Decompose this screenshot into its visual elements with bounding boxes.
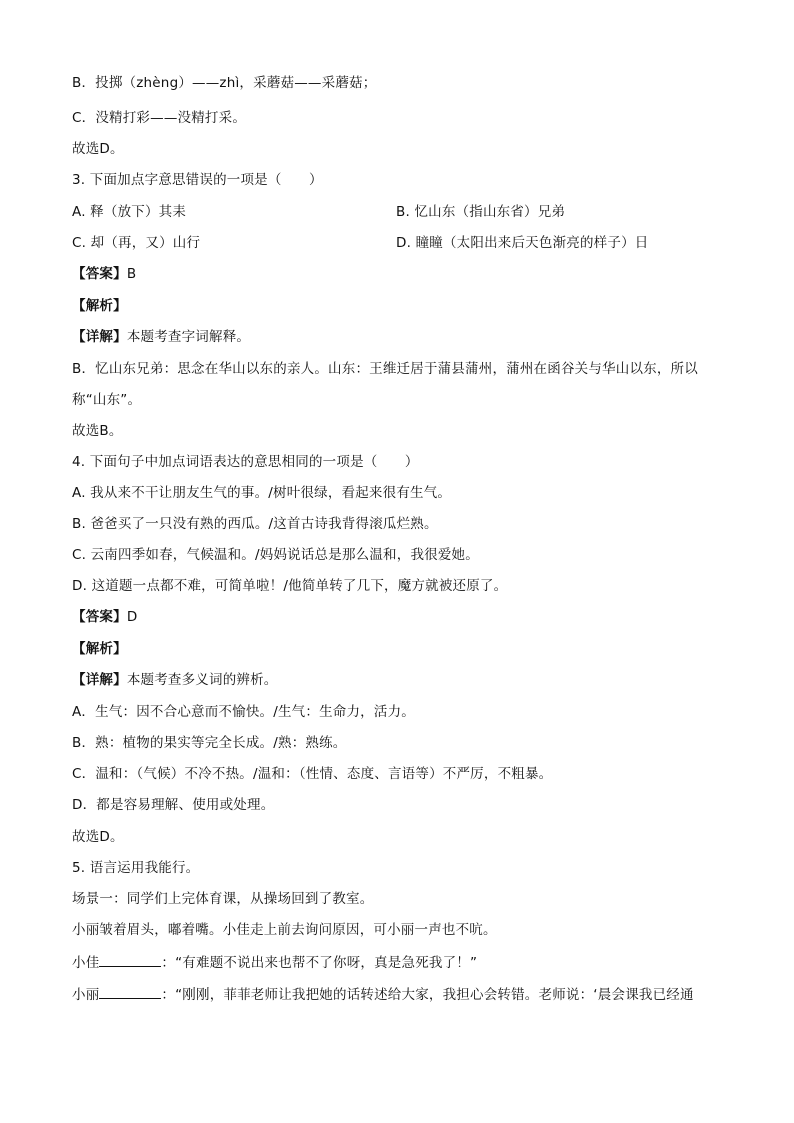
analysis-tag: 【解析】 xyxy=(72,298,127,314)
question-3-option-d: D. 瞳瞳（太阳出来后天色渐亮的样子）日 xyxy=(396,235,649,251)
detail-text: 本题考查多义词的辨析。 xyxy=(126,672,278,688)
speech-text: ：“刚刚，菲菲老师让我把她的话转述给大家，我担心会转错。老师说：‘晨会课我已经通 xyxy=(161,987,694,1003)
question-5-xiaoli-line xyxy=(72,984,694,1005)
option-b-explanation: B．投掷（zhèng）——zhì，采蘑菇——采蘑菇； xyxy=(72,75,377,91)
question-3-stem: 3. 下面加点字意思错误的一项是（ ） xyxy=(72,172,323,188)
question-4-detail xyxy=(72,670,278,690)
question-5-narration: 小丽皱着眉头，嘟着嘴。小佳走上前去询问原因，可小丽一声也不吭。 xyxy=(72,922,497,938)
question-4-option-c: C. 云南四季如春，气候温和。/妈妈说话总是那么温和，我很爱她。 xyxy=(72,547,479,563)
answer-tag: 【答案】 xyxy=(72,266,127,282)
fill-in-blank[interactable] xyxy=(99,952,161,967)
question-4-stem: 4. 下面句子中加点词语表达的意思相同的一项是（ ） xyxy=(72,454,419,470)
question-4-analysis-tag xyxy=(72,639,127,659)
answer-tag: 【答案】 xyxy=(72,609,127,625)
question-3-choose: 故选B。 xyxy=(72,423,123,439)
speaker-name: 小丽 xyxy=(72,987,100,1003)
question-3-explanation-line-1: B．忆山东兄弟：思念在华山以东的亲人。山东：王维迁居于蒲县蒲州，蒲州在函谷关与华山以东，所以 xyxy=(72,361,698,377)
question-4-explanation-d: D．都是容易理解、使用或处理。 xyxy=(72,797,275,813)
answer-value: D xyxy=(126,609,138,625)
question-5-xiaojia-line xyxy=(72,952,477,973)
question-3-detail xyxy=(72,327,250,347)
detail-tag: 【详解】 xyxy=(72,672,127,688)
fill-in-blank[interactable] xyxy=(99,984,161,999)
detail-tag: 【详解】 xyxy=(72,329,127,345)
choose-d-line: 故选D。 xyxy=(72,141,124,157)
question-5-stem: 5. 语言运用我能行。 xyxy=(72,860,200,876)
question-3-option-b: B. 忆山东（指山东省）兄弟 xyxy=(396,204,566,220)
question-4-explanation-b: B．熟：植物的果实等完全长成。/熟：熟练。 xyxy=(72,735,347,751)
speaker-name: 小佳 xyxy=(72,955,100,971)
analysis-tag: 【解析】 xyxy=(72,641,127,657)
question-3-option-c: C. 却（再，又）山行 xyxy=(72,235,201,251)
question-3-analysis-tag xyxy=(72,296,127,316)
question-4-explanation-a: A．生气：因不合心意而不愉快。/生气：生命力，活力。 xyxy=(72,704,415,720)
option-c-explanation: C．没精打彩——没精打采。 xyxy=(72,110,247,126)
speech-text: ：“有难题不说出来也帮不了你呀，真是急死我了！” xyxy=(161,955,478,971)
question-4-explanation-c: C．温和：（气候）不冷不热。/温和：（性情、态度、言语等）不严厉，不粗暴。 xyxy=(72,766,553,782)
question-3-answer xyxy=(72,264,136,284)
question-4-option-b: B. 爸爸买了一只没有熟的西瓜。/这首古诗我背得滚瓜烂熟。 xyxy=(72,516,438,532)
question-3-option-a: A. 释（放下）其耒 xyxy=(72,204,187,220)
question-4-choose: 故选D。 xyxy=(72,829,124,845)
question-3-explanation-line-2: 称“山东”。 xyxy=(72,392,142,408)
answer-value: B xyxy=(126,266,137,282)
question-4-answer xyxy=(72,607,137,627)
question-4-option-a: A. 我从来不干让朋友生气的事。/树叶很绿，看起来很有生气。 xyxy=(72,485,452,501)
detail-text: 本题考查字词解释。 xyxy=(126,329,251,345)
question-4-option-d: D. 这道题一点都不难，可简单啦！/他简单转了几下，魔方就被还原了。 xyxy=(72,578,508,594)
question-5-scene: 场景一：同学们上完体育课，从操场回到了教室。 xyxy=(72,891,374,907)
